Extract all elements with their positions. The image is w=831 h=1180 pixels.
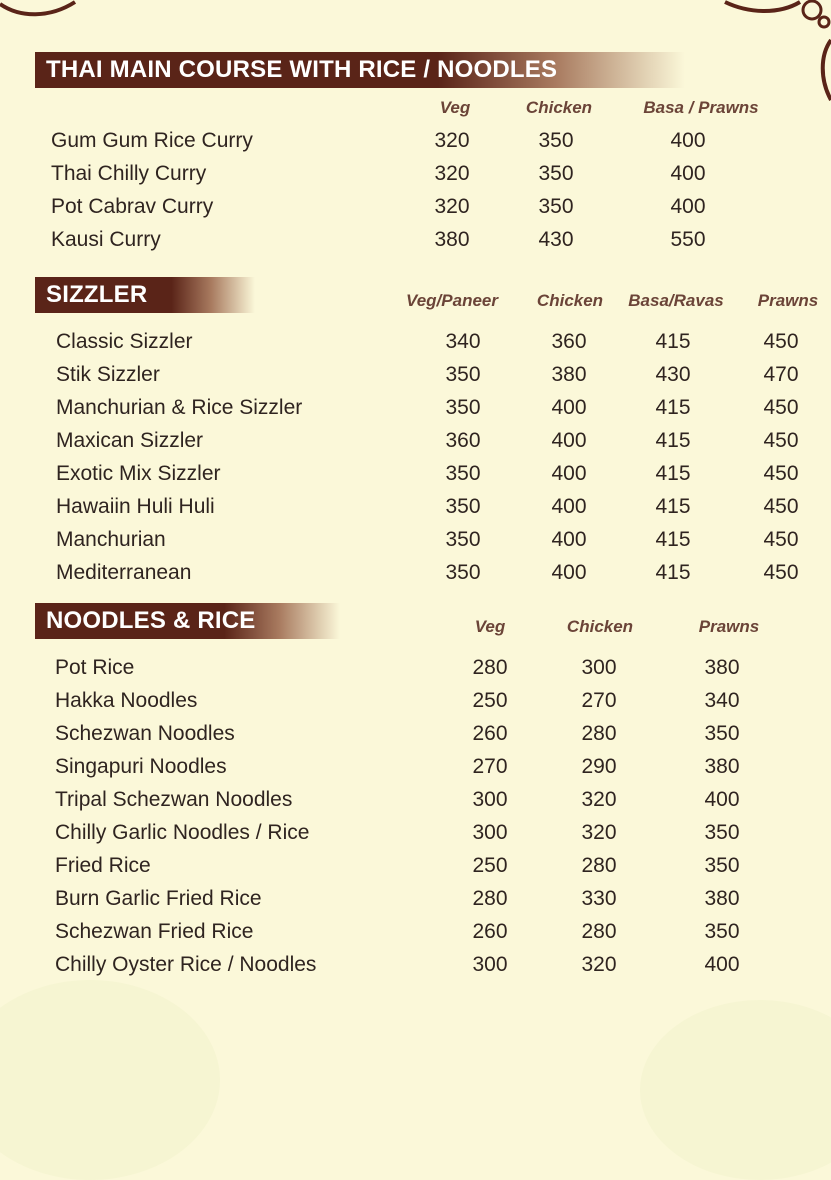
menu-item-price: 320 bbox=[581, 788, 617, 811]
menu-item-name: Schezwan Fried Rice bbox=[55, 920, 254, 943]
menu-item-row bbox=[0, 689, 831, 722]
menu-item-price: 400 bbox=[551, 462, 587, 485]
menu-item-price: 450 bbox=[763, 330, 799, 353]
menu-item-price: 400 bbox=[551, 396, 587, 419]
menu-item-row bbox=[0, 755, 831, 788]
menu-item-price: 430 bbox=[655, 363, 691, 386]
column-header-veg: Veg bbox=[474, 617, 506, 636]
menu-item-price: 400 bbox=[551, 528, 587, 551]
menu-item-price: 250 bbox=[472, 689, 508, 712]
menu-item-price: 360 bbox=[551, 330, 587, 353]
menu-item-row bbox=[0, 854, 831, 887]
menu-item-price: 320 bbox=[434, 195, 470, 218]
menu-item-name: Gum Gum Rice Curry bbox=[51, 129, 253, 152]
column-header-basa-ravas: Basa/Ravas bbox=[628, 291, 724, 310]
menu-item-row bbox=[0, 330, 831, 363]
menu-item-name: Schezwan Noodles bbox=[55, 722, 235, 745]
menu-item-price: 320 bbox=[581, 953, 617, 976]
menu-item-price: 280 bbox=[472, 656, 508, 679]
menu-item-price: 400 bbox=[704, 953, 740, 976]
menu-item-price: 550 bbox=[670, 228, 706, 251]
column-header-prawns: Prawns bbox=[698, 617, 760, 636]
column-header-veg: Veg bbox=[439, 98, 471, 117]
menu-item-price: 330 bbox=[581, 887, 617, 910]
section-title: NOODLES & RICE bbox=[35, 603, 340, 639]
menu-item-row bbox=[0, 429, 831, 462]
menu-item-row bbox=[0, 561, 831, 594]
menu-item-price: 280 bbox=[581, 920, 617, 943]
menu-item-price: 415 bbox=[655, 528, 691, 551]
menu-item-name: Mediterranean bbox=[56, 561, 192, 584]
menu-item-price: 430 bbox=[538, 228, 574, 251]
menu-item-price: 320 bbox=[434, 162, 470, 185]
menu-item-row bbox=[0, 528, 831, 561]
menu-item-price: 380 bbox=[434, 228, 470, 251]
menu-item-price: 320 bbox=[581, 821, 617, 844]
menu-item-price: 350 bbox=[445, 495, 481, 518]
menu-item-price: 415 bbox=[655, 396, 691, 419]
menu-item-name: Chilly Garlic Noodles / Rice bbox=[55, 821, 310, 844]
menu-item-price: 470 bbox=[763, 363, 799, 386]
corner-swirl-left bbox=[0, 0, 90, 20]
menu-item-price: 450 bbox=[763, 528, 799, 551]
menu-item-price: 340 bbox=[704, 689, 740, 712]
menu-item-price: 350 bbox=[704, 854, 740, 877]
menu-item-price: 350 bbox=[704, 920, 740, 943]
menu-item-name: Kausi Curry bbox=[51, 228, 161, 251]
menu-item-price: 360 bbox=[445, 429, 481, 452]
menu-item-price: 300 bbox=[472, 821, 508, 844]
menu-item-price: 450 bbox=[763, 429, 799, 452]
menu-item-name: Tripal Schezwan Noodles bbox=[55, 788, 293, 811]
menu-item-row bbox=[0, 920, 831, 953]
menu-item-row bbox=[0, 656, 831, 689]
menu-item-price: 450 bbox=[763, 495, 799, 518]
menu-item-price: 260 bbox=[472, 920, 508, 943]
column-header-chicken: Chicken bbox=[566, 617, 634, 636]
menu-item-price: 270 bbox=[472, 755, 508, 778]
menu-item-price: 400 bbox=[670, 195, 706, 218]
menu-item-row bbox=[0, 396, 831, 429]
menu-item-row bbox=[0, 228, 831, 261]
column-header-prawns: Prawns bbox=[757, 291, 819, 310]
menu-item-price: 415 bbox=[655, 429, 691, 452]
menu-item-name: Burn Garlic Fried Rice bbox=[55, 887, 262, 910]
menu-item-price: 350 bbox=[445, 561, 481, 584]
menu-item-price: 350 bbox=[445, 396, 481, 419]
menu-item-row bbox=[0, 953, 831, 986]
section-title: SIZZLER bbox=[35, 277, 255, 313]
menu-item-price: 300 bbox=[472, 953, 508, 976]
menu-item-row bbox=[0, 887, 831, 920]
menu-item-price: 350 bbox=[538, 162, 574, 185]
menu-item-price: 350 bbox=[445, 363, 481, 386]
background-leaf-right bbox=[640, 1000, 831, 1180]
menu-item-price: 350 bbox=[445, 528, 481, 551]
menu-item-name: Hawaiin Huli Huli bbox=[56, 495, 215, 518]
column-header-chicken: Chicken bbox=[536, 291, 604, 310]
menu-item-price: 250 bbox=[472, 854, 508, 877]
menu-item-price: 260 bbox=[472, 722, 508, 745]
menu-item-price: 400 bbox=[704, 788, 740, 811]
menu-item-name: Exotic Mix Sizzler bbox=[56, 462, 221, 485]
menu-item-row bbox=[0, 495, 831, 528]
corner-swirl-right bbox=[720, 0, 831, 110]
menu-item-price: 450 bbox=[763, 396, 799, 419]
menu-item-row bbox=[0, 363, 831, 396]
column-header-chicken: Chicken bbox=[525, 98, 593, 117]
menu-item-price: 320 bbox=[434, 129, 470, 152]
menu-item-price: 380 bbox=[704, 887, 740, 910]
menu-item-price: 340 bbox=[445, 330, 481, 353]
menu-item-price: 350 bbox=[704, 821, 740, 844]
menu-item-price: 400 bbox=[670, 162, 706, 185]
menu-item-name: Pot Rice bbox=[55, 656, 135, 679]
section-title: THAI MAIN COURSE WITH RICE / NOODLES bbox=[35, 52, 685, 88]
menu-item-row bbox=[0, 821, 831, 854]
menu-item-price: 350 bbox=[445, 462, 481, 485]
menu-item-price: 280 bbox=[581, 722, 617, 745]
menu-item-price: 270 bbox=[581, 689, 617, 712]
menu-item-row bbox=[0, 788, 831, 821]
menu-item-price: 380 bbox=[551, 363, 587, 386]
menu-item-price: 380 bbox=[704, 656, 740, 679]
menu-item-name: Manchurian & Rice Sizzler bbox=[56, 396, 303, 419]
menu-item-price: 350 bbox=[538, 195, 574, 218]
menu-item-row bbox=[0, 162, 831, 195]
menu-item-price: 280 bbox=[472, 887, 508, 910]
menu-item-price: 290 bbox=[581, 755, 617, 778]
menu-item-price: 400 bbox=[670, 129, 706, 152]
menu-item-price: 400 bbox=[551, 429, 587, 452]
menu-item-price: 280 bbox=[581, 854, 617, 877]
column-header-veg-paneer: Veg/Paneer bbox=[406, 291, 498, 310]
menu-item-row bbox=[0, 722, 831, 755]
menu-item-price: 450 bbox=[763, 462, 799, 485]
menu-item-price: 350 bbox=[704, 722, 740, 745]
menu-item-price: 300 bbox=[581, 656, 617, 679]
menu-item-price: 350 bbox=[538, 129, 574, 152]
menu-item-name: Manchurian bbox=[56, 528, 166, 551]
menu-item-row bbox=[0, 129, 831, 162]
menu-item-price: 400 bbox=[551, 495, 587, 518]
menu-item-price: 415 bbox=[655, 561, 691, 584]
background-leaf-left bbox=[0, 980, 220, 1180]
menu-item-name: Hakka Noodles bbox=[55, 689, 198, 712]
menu-item-name: Thai Chilly Curry bbox=[51, 162, 207, 185]
menu-item-name: Singapuri Noodles bbox=[55, 755, 227, 778]
column-header-basa-prawns: Basa / Prawns bbox=[643, 98, 759, 117]
menu-item-price: 415 bbox=[655, 330, 691, 353]
menu-item-name: Maxican Sizzler bbox=[56, 429, 204, 452]
menu-item-price: 400 bbox=[551, 561, 587, 584]
menu-item-price: 415 bbox=[655, 495, 691, 518]
menu-item-name: Fried Rice bbox=[55, 854, 151, 877]
menu-item-price: 415 bbox=[655, 462, 691, 485]
menu-item-row bbox=[0, 195, 831, 228]
menu-item-price: 450 bbox=[763, 561, 799, 584]
menu-item-name: Pot Cabrav Curry bbox=[51, 195, 214, 218]
menu-item-name: Chilly Oyster Rice / Noodles bbox=[55, 953, 317, 976]
menu-item-row bbox=[0, 462, 831, 495]
menu-item-name: Classic Sizzler bbox=[56, 330, 193, 353]
menu-item-price: 380 bbox=[704, 755, 740, 778]
menu-item-name: Stik Sizzler bbox=[56, 363, 160, 386]
menu-item-price: 300 bbox=[472, 788, 508, 811]
